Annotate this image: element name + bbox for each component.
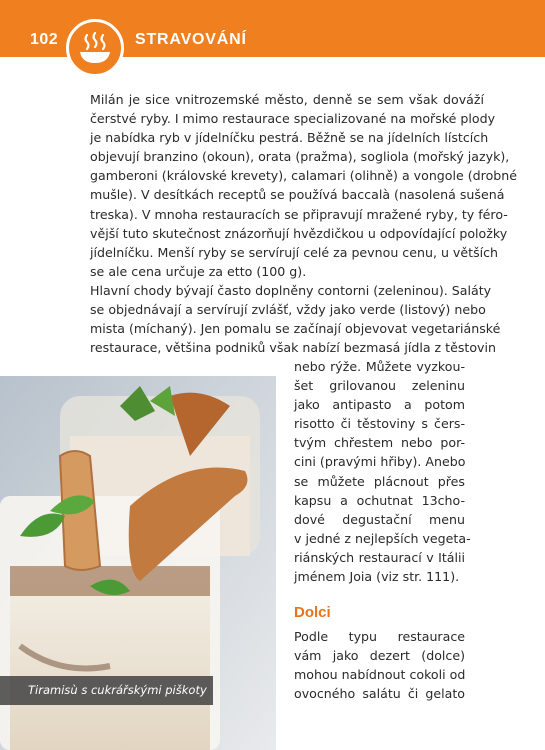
text-line: Hlavní chody bývají často doplněny contorni (zeleninou). Saláty	[90, 282, 492, 298]
section-title: STRAVOVÁNÍ	[135, 31, 247, 48]
text-line: vější tuto skutečnost znázorňují hvězdičkou u odpovídající položky	[90, 225, 508, 241]
text-line: se můžete plácnout přes	[294, 473, 465, 489]
side-text	[294, 357, 471, 586]
text-line: objevují branzino (okoun), orata (pražma), sogliola (mořský jazyk),	[90, 149, 510, 165]
text-line: se objednávají a servírují zvlášť, vždy jako verde (listový) nebo	[90, 302, 486, 318]
text-line: jídelníčku. Menší ryby se servírují celé za pevnou cenu, u větších	[90, 244, 499, 260]
text-line: riánských restaurací v Itálii	[294, 549, 465, 565]
text-line: Milán je sice vnitrozemské město, denně se sem však dováží	[90, 92, 484, 107]
text-line: restaurace, většina podniků však nabízí bezmasá jídla z těstovin	[90, 340, 496, 356]
text-line: gamberoni (královské krevety), calamari (olihně) a vongole (drobné	[90, 168, 517, 184]
text-line: ovocného salátu či gelato	[294, 686, 465, 702]
text-line: vám jako dezert (dolce)	[294, 648, 465, 664]
main-text	[70, 90, 517, 357]
text-line: jako antipasto a potom	[294, 397, 465, 413]
text-line: dové degustační menu	[294, 511, 465, 527]
text-line: tvým chřestem nebo por-	[294, 435, 465, 451]
text-line: mista (míchaný). Jen pomalu se začínají objevovat vegetariánské	[90, 321, 501, 337]
text-line: cini (pravými hřiby). Anebo	[294, 454, 466, 470]
text-line: šet grilovanou zeleninu	[294, 378, 465, 394]
dolci-text	[294, 627, 465, 703]
text-line: treska). V mnoha restauracích se připravují mražené ryby, ty féro-	[90, 206, 508, 222]
page-number: 102	[30, 31, 59, 48]
hot-dish-icon	[66, 19, 124, 77]
text-line: se ale cena určuje za etto (100 g).	[90, 263, 307, 279]
text-line: nebo rýže. Můžete vyzkou-	[294, 359, 465, 374]
text-line: mušle). V desítkách receptů se používá baccalà (nasolená sušená	[90, 187, 505, 203]
text-line: risotto či těstoviny s čers-	[294, 416, 465, 432]
photo-caption: Tiramisù s cukrářskými piškoty	[28, 683, 207, 697]
section-heading-dolci: Dolci	[294, 604, 331, 621]
text-line: v jedné z nejlepších vegeta-	[294, 530, 471, 546]
text-line: mohou nabídnout cokoli od	[294, 667, 466, 683]
text-line: kapsu a ochutnat 13cho-	[294, 492, 465, 508]
text-line: Podle typu restaurace	[294, 629, 465, 644]
text-line: jménem Joia (viz str. 111).	[294, 569, 460, 585]
text-line: čerstvé ryby. I mimo restaurace specializované na mořské plody	[90, 111, 496, 127]
text-line: je nabídka ryb v jídelníčku pestrá. Běžně se na jídelních lístcích	[90, 130, 489, 146]
